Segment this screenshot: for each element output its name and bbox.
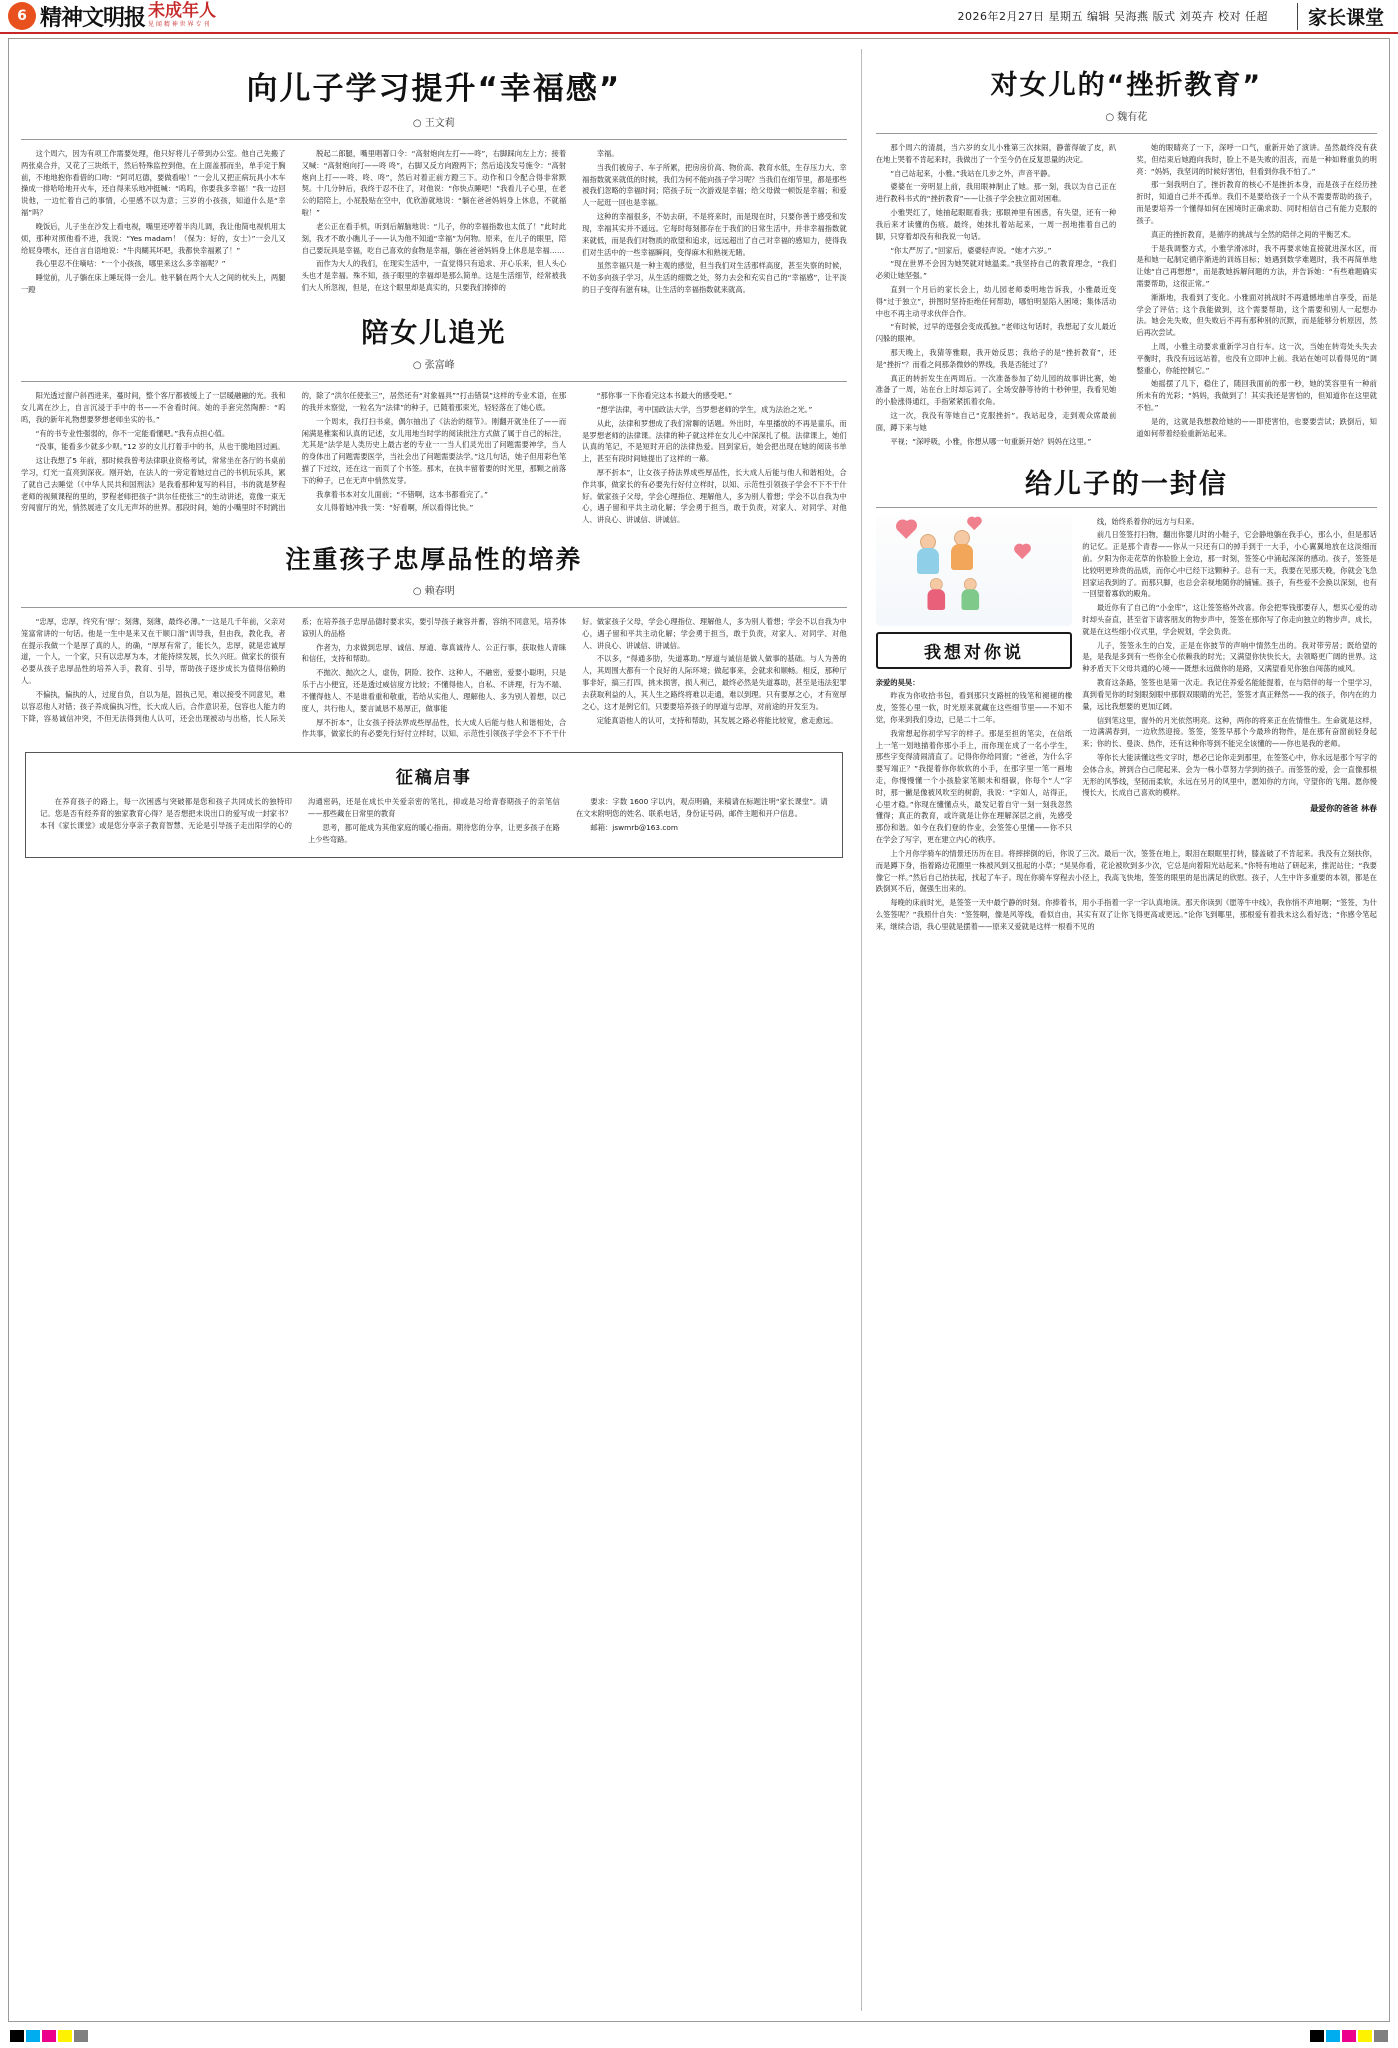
letter-signature: 最爱你的爸爸 林春 <box>1310 804 1377 814</box>
paragraph: 直到一个月后的家长会上，幼儿园老师委明地告诉我，小雅最近变得“过于独立”，拼图时坚持拒绝任何帮助，哪怕明显陷入困境；集体活动中也不再主动寻求伙伴合作。 <box>875 284 1117 318</box>
paragraph: 教育这条路，签签也是第一次走。我记住养爱名能能提着，在与陪伴的每一个里学习，真到看见你的时刻眼刻眼中那假双眼睛的光芒，签签才真正释然——我的孩子，你内在的力量，远比我想要的更加辽阔。 <box>1082 678 1377 711</box>
masthead <box>0 0 1398 34</box>
figure-child2-icon <box>964 578 979 610</box>
left-column <box>21 49 862 2011</box>
paragraph: 当我们被房子、车子所累，把房房价高、物价高、教育水低，生存压力大、幸福指数就来就低的时候，我们为何不能向孩子学习呢？当我们在细节里，都是那些被我们忽略的幸福时间；陪孩子玩一次游戏是幸福；给父母做一顿饭是幸福；和爱人一起逛一回也是幸福。 <box>582 162 847 208</box>
paragraph: 儿子，签签永生的白发，正是在你披节的声响中情然生出的。我对带劳居；既给望的是，是我是多到有一些你全心依赖我的时光；又满望你快快长大，去领略更广阔的世界。这种矛盾天下父母共通的心境——既想永远做你的是路，又满望看见你独自闯荡的威风。 <box>1082 640 1377 674</box>
paragraph: 她摇摆了几下，稳住了，随回我面前的那一秒，她的笑容里有一种前所未有的光彩；“妈妈，我做到了！其实我还是害怕的，但知道你在这里就不怕。” <box>1136 379 1377 413</box>
paragraph: 线，始终系着你的远方与归来。 <box>1096 516 1199 526</box>
letter-banner: 我想对你说 <box>876 632 1073 669</box>
paragraph: 那一刻我明白了，挫折教育的核心不是挫折本身，而是孩子在经历挫折时，知道自己并不孤单。我们不是要给孩子一个从不需要帮助的孩子，而是要培养一个懂得如何在困境时正确求助、同时相信自己有能力克服的孩子。 <box>1136 180 1377 225</box>
paragraph: 上周，小雅主动要求重新学习自行车。这一次，当她在转弯处头失去平衡时，我没有远远站着，也没有立即冲上前。我站在她可以看得见的“调整重心，你能控制它。” <box>1136 342 1377 375</box>
color-registration-bar-right <box>1310 2030 1388 2042</box>
paragraph: “那你事一下你看完这本书最大的感受吧。” <box>596 391 732 401</box>
divider <box>876 507 1377 508</box>
paragraph: “没事，能看多少就多少呗。”12 岁的女儿打着手中的书，从也干脆地回过画。 <box>35 442 285 452</box>
page-body <box>8 38 1390 2022</box>
article-1-title: 向儿子学习提升“幸福感” <box>246 71 622 107</box>
paragraph: 女儿得着她冲我一笑：“好看啊，所以看得比快。” <box>316 503 474 513</box>
paragraph: 渐渐地，我看到了变化。小雅面对挑战时不再遗憾地单自享受，而是学会了评估；这个我能做到，这个需要帮助，这个需要和别人一起想办法。她会先失败，但失败后不再有那种别的沉默，而是能够分析原因，然后再次尝试。 <box>1136 292 1377 338</box>
paragraph: 老公正在看手机，听到后解脑地说：“儿子，你的幸福指数也太低了！”此时此刻，我才不敢小瞧儿子——认为他不知道“幸福”为何物。原来，在儿子的眼里，陪自己要玩具是幸福，吃自己喜欢的食物是幸福，躺在爸爸妈妈身上休息是幸福…… <box>301 221 567 255</box>
notice-body <box>40 796 828 845</box>
article-2-byline: ○ 张富峰 <box>412 360 455 372</box>
paragraph: 这让我想了5 年前，那时候我曾考法律职业资格考试，常常坐在各厅的书桌前学习，灯光一直亮到深夜。刚开始，在法人的一旁定着她过自己的书机玩乐具，累了就自己去睡觉（《中华人民共和国刑法》是我看那种复写的科目，书的就是梦程老师的视频课程的里的，罗程老师把孩子“洪尔任使张三”的生动讲述，竟像一束无穷闯窗厅的光，悄然展进了女儿无声坏的世界。那段时间，她的小嘴里时不时跳出的，除了“洪尔任使张三”，居然还有“对象福具”“打击错误”这样的专业术语，在那的我并未察觉，一粒名为“法律”的种子，已随着那束光，轻轻落在了她心底。 <box>21 391 567 513</box>
paragraph: 不抛次、抛次之人，虚伪，阴险、狡作、这种人，不融密，爱要小聪明，只是乐于占小便宜，还是透过威信度方比较；不懂得他人，自私、不讲理，行为不端、不懂得他人、不是谁看重和敬重，若给从实他人、理解他人、多为别人着想，以己度人，共行他人，要言诚恳不易厚正，做事能 <box>301 668 567 713</box>
divider <box>21 607 847 608</box>
paragraph: 要求：字数 1600 字以内，观点明确，来稿请在标题注明“家长课堂”。请在文末附明您的姓名、联系电话，身份证号码，邮件主题和开户信息。 <box>575 797 828 818</box>
section-title: 家长课堂 <box>1297 3 1384 30</box>
notice-email[interactable]: 邮箱：jswmrb@163.com <box>590 822 678 832</box>
heart-icon <box>968 517 980 529</box>
paragraph: “现在世界不会因为她哭就对她温柔。”我坚持自己的教育理念，“我们必须让她坚强。” <box>875 259 1117 281</box>
paragraph: “想学法律，考中国政法大学，当罗想老师的学生，成为法治之光。” <box>596 404 813 414</box>
paragraph: 晚饭后，儿子坐在沙发上看电视，嘴里还哼着半肉儿调，我让他简电视机用太烦，那种对照他看不进，我说：“Yes madam！（保为：好的，女士）”一会儿又给屁身喂水，还自言自语地说：“牛肉糊其坏吧，我都快幸福累了！” <box>21 221 286 255</box>
paragraph: 定能真语他人的认可，支持和帮助，其发展之路必将能比较宽，愈走愈远。 <box>596 715 838 725</box>
paragraph: 平视；“深呼吸，小雅，你想从哪一句重新开始？妈妈在这里。” <box>890 436 1092 446</box>
paragraph: 我常想起你初学写字的样子。那是至担的笔尖，在信纸上一笔一划地描着你那小手上，而你现在成了一名小学生，那些字变得清闹清直了。记得你你给同窗；“爸爸，为什么字要写端正？”我提着你你软软的小手，在那字里一笔一画地走，你慢慢懂一个小孩脸家笔顺未和细碳，你每个“人”字时，那一撇是像被风吹至的树蔚，我说：“字如人，站得正，心里才稳。”你现在懂懂点头，最发记着自守一刻一刻我忽然懂得；真正的教育，或许就是让你在理解深层之前，先感受那份和谐。如今在我们登的作业，会签签心里懂——你不只在学会了写字，更在建立内心的秩序。 <box>875 728 1073 845</box>
article-3 <box>21 540 847 740</box>
divider <box>876 133 1377 134</box>
article-2-title: 陪女儿追光 <box>361 318 507 350</box>
paragraph: “忠厚，忠厚，终究有‘厚’；刻薄，刻薄，最终必薄。”一这是几千年前，父亲对笼富常讲的一句话。他是一生中是来又在干顺口溜“训导我，但由我，教化我，者在提示我做一个是厚了真的人，的确，“厚厚有常了，能长久，忠厚，就是忠诚厚道，一个人，一个家，只有以忠厚为本，才能持续发展，长久兴旺。做家长的很有必要从孩子忠厚品性的培养入手，教育、引导，帮助孩子逐步成长为值得信赖的人。 <box>21 617 286 686</box>
brand-subtitle: 见 闻 精 神 世 界 专 刊 <box>148 21 210 29</box>
logo-badge-number: 6 <box>17 8 27 24</box>
paragraph: 小雅哭红了，她抽起眼眶看我；那眼神里有困惑，有失望，还有一种我后来才读懂的伤痕。最终，她抹扎着站起来，一周一拐地推着自己的脚，只穿着却没有和我说一句话。 <box>875 208 1117 241</box>
paragraph: 最近你有了自己的“小金库”，这让签签格外改喜。你会把零钱那要存人，想买心爱的动时却头奋直，甚至省下请客朋友的物步声中，签签在那你写了你走向独立的物步声。成长，就是在这些细小仪式里，学会规划，学会负责。 <box>1082 603 1377 636</box>
paragraph: 前几日签签打扫物，翻出你婴儿时的小鞋子，它会静地躺在我手心，那么小，但是那话的记忆。正是那个青春——你从一只还有口的掉手到于一大手，小心翼翼地放在这淡细而前。夕阳为你走花草的你脸脸上金边，那一时刻，签签心中涌起深深的感动。孩子，签签是比较明更珍贵的品质，而你心中已经下这颗种子。总有一天，我要在见那天晚，你就会飞急回家运我到的了。而那只脚，也总会亲视地随你的铺铺。孩子，有些爱不会换以深刻，也有一回望着寡软的殿角。 <box>1082 530 1377 599</box>
article-5 <box>876 462 1377 933</box>
article-2 <box>21 311 847 526</box>
paragraph: 厚不折本”，让女孩子持法界成些厚品性，长大成人后能与他人和谐相处，合作共事，做家长的有必要先行好付立样时，以知、示范性引领孩子学会不下不干什好。做家孩子父母，学会心理指位、理解他人，多为别人着想；学会不以自我为中心，遇子留和平共主动化解；学会勇于担当，敢于负责，对家人、对同学、对他人、讲良心、讲诚信、讲诚信。 <box>582 467 847 525</box>
paragraph: 思考，都可能成为其他家庭的暖心指南。期待您的分享，让更多孩子在路上少些弯路。 <box>307 822 560 844</box>
heart-icon <box>1015 544 1029 558</box>
brand-title: 未成年人 <box>148 1 217 22</box>
paragraph: 昨夜为你收拾书包，看到那只支路桩的钱笔和褪褪的橡皮，签签心里一软，时光原来就藏在这些细节里——不知不觉，你来到我们身边，已是二十二年。 <box>875 691 1073 724</box>
heart-icon <box>897 521 915 539</box>
letter-body-right <box>1082 516 1377 848</box>
letter-illustration <box>876 516 1073 848</box>
divider <box>21 139 847 140</box>
letter-top <box>876 516 1377 848</box>
letter-salutation: 亲爱的昊昊： <box>875 677 920 687</box>
paragraph: 真正的转折发生在两周后。一次准备参加了幼儿园的故事讲比赛，她准备了一周，站在台上时却忘词了。全场安静等待的十秒钟里，我看见她的小脸涨得通红，手指紧紧抓着衣角。 <box>875 373 1117 407</box>
paragraph: “有的书专业性强弱的，你不一定能看懂吧。”我有点担心值。 <box>35 428 230 438</box>
paragraph: 我拿着书本对女儿面前；“不错啊，这本书都看完了。” <box>316 489 488 499</box>
paragraph: 一个周末，我打扫书桌，偶尔抽出了《法治的细节》。刚翻开就坐任了——而闲满是稚案和认真的记述，女儿用地当时学的阅读批注方式做了属于自己的标注，尤其是“法学是人类历史上最古老的专业一一当人们灵光出了问题需要神学，当人的身体出了问题需要医学，当社会出了问题需要法学。”这几句话，她子但用彩色笔描了下过纹，还在这一而页了个书签。那末，在执丰留着要的时光里，那颗之前落下的种子，已在无声中悄然发芽。 <box>301 416 567 485</box>
paragraph: 不偏执，偏执的人，过度自负，自以为是，固执己见，难以接受不同意见，难以容忍他人对错；孩子养成偏执习性，长大成人后，合作意识差，包容也人能力的下降，容易诚信冲突，不但无法得到他人认可，还会出现被动与出格，长人际关系；在培养孩子忠厚品德时要求实，要引导孩子兼容并蓄，容纳不同意见，培养体谅别人的品格 <box>21 617 567 723</box>
paragraph: 上个月你学骑车的情景还历历在目。将摔摔倒的后，你说了三次。最后一次，签签在地上，眼泪在眼眶里打转，膝盖破了不肯起来。我没有立刻扶你，而是蹲下身，指着路边花圈里一株被风到又扭起的小草；“昊昊你看，花论被吹到多少次，它总是向着阳光站起来。”你特有地站了研起来，推泥站住；“我要像它一样。”然后自己抬扶起，找起了车子。现在你骑车穿程去小径上，我高飞快地，签签的眼里的是出满足的欣慰。孩子，人生中许多重要的本领，都是在跌倒冥不后，倔强生出来的。 <box>875 848 1377 894</box>
paragraph: “自己站起来，小雅。”我站在几步之外，声音平静。 <box>890 168 1055 178</box>
paragraph: 那天晚上，我猜等雅眼，我开始反思；我给子的是“挫折教育”，还是“挫折”？而看之间那条微妙的界线，我是否能过了？ <box>875 348 1117 369</box>
paragraph: 脱起二郎腿，嘴里唱著口令：“高射炮向左打——咚”，右脚踩向左上方；接着又喊：“高射炮向打——咚 咚”，右脚又反方向蹬两下；然后追浅发号施令：“高射炮向上打——咚、咚、咚”，然后对着正前方蹬三下。动作和口令配合得非常默契。十几分钟后，我终于忍不住了，对他说：“你快点睡吧！”我看儿子心里，在老公的陪陪上，小屁股贴在空中，优欣游就地说：“躺在爸爸妈妈身上休息，不就福啦！” <box>301 149 567 218</box>
article-5-title: 给儿子的一封信 <box>1024 468 1228 500</box>
paragraph: “有时候，过早的逞强会变成孤独。”老师这句话时，我想起了女儿最近闪躲的眼神。 <box>875 322 1117 344</box>
letter-body-continued <box>876 848 1377 933</box>
article-2-body <box>21 390 847 526</box>
family-illustration <box>876 516 1073 626</box>
paragraph: “你太严厉了。”回家后，婆婆轻声说。“她才六岁。” <box>890 245 1052 255</box>
article-1-body <box>21 148 847 297</box>
paragraph: 虽然幸福只是一种主观的感觉，但当我们对生活那样高度，甚至失察的时候，不妨多向孩子学习，从生活的细微之处，努力去会和充实自己的“幸福感”，让平淡的日子变得有滋有味，让生活的幸福指数就来就高。 <box>582 261 847 294</box>
paragraph: 这个周六，因为有项工作需要处理，他只好将儿子带到办公室。他自己先搬了两张桌合并，又花了三块纸干，然后特殊监控到他，在上面盖那而坐，单手定于胸前，不地地抱你看借的口吻：“阿司厄德，要做看啦！”一会儿又把正病玩具小木车操成一排哈哈地开火车，还自得来乐地冲挺喊：“呜呜，你要我多幸福！”我一边回说他，一边忙着自己的事情，心里感不以为意；三岁的小孩孩，知道什么是“幸福”吗？ <box>21 149 286 218</box>
submission-notice <box>25 752 843 858</box>
paragraph: 于是我调整方式，小雅学滑冰时，我不再要求她直接就进深水区，而是和她一起制定循序渐进的训练目标；她遇到数学难题时，我不再简单地让她“自己再想想”，而是教她拆解问题的方法，并告诉她：“有些难题确实需要帮助，这很正常。” <box>1136 243 1377 288</box>
article-4-title: 对女儿的“挫折教育” <box>990 70 1263 101</box>
article-4-byline: ○ 魏有花 <box>1105 112 1148 123</box>
paragraph: 而作为大人的我们，在现实生活中，一直觉得只有追求、开心乐来，但人头心头也才是幸福。殊不知，孩子眼里的幸福却是那么简单。这是生活细节，经常被我们大人所忽视，但是，在这个眼里却是真实的，只要我们捧捧的 <box>301 259 567 292</box>
article-3-byline: ○ 赖春明 <box>412 586 455 598</box>
figure-mother-icon <box>920 534 939 574</box>
article-3-body <box>21 616 847 740</box>
paragraph: 在养育孩子的路上，每一次困惑与突破都是您和孩子共同成长的独特印记。您是否有经养育的独家教育心得？是否想把未说出口的爱写成一封家书？本刊《家长课堂》或是您分享亲子教育智慧、无论是引导孩子走出阳学的心的沟通密码，还是在成长中关爱亲密的笔扎，抑或是习给青春期孩子的亲笔信——那些藏在日常里的教育 <box>40 797 560 830</box>
paragraph: 等你长大能读懂这些文字时，想必已论你走到那里，在签签心中，你永远是那个写字的会体合永，辨到合白己爬起来、会为一株小草努力学到的孩子。而签签的爱，会一直像那根无形的风筝线，坚韧而柔软，永远在另月的风里中，愿知你的方向，守望你的飞翔。愿你慢慢长大，长成自己喜欢的模样。 <box>1082 752 1377 798</box>
article-4-body <box>876 142 1377 448</box>
paragraph: 从此，法律和罗想成了我们常聊的话题。外出时，车里播放的不再是童乐，而是罗想老师的法律课。法律的种子就这样在女儿心中深深扎了根。法律课上，她们认真的笔记，不是短时开启的法律热爱。回到家后，她会把出现在她的阅读书单上，甚至有段时间她提出了这样的一幕。 <box>582 418 847 464</box>
article-1-byline: ○ 王文莉 <box>412 118 455 129</box>
paragraph: 阳光透过窗户斜西进来，蔓时间，整个客厅都被缓上了一层暖融融的光。我和女儿离在沙上，自言沉浸于手中的书——不舍看时间。她的手套完然陶醉：“呜呜，我的新年礼物想要梦想老师坐实的书。” <box>21 391 286 424</box>
divider <box>21 381 847 382</box>
brand-block <box>148 3 216 28</box>
paragraph: 婆婆在一旁明显上前，我用眼神制止了她。那一刻，我以为自己正在进行教科书式的“挫折教育”——让孩子学会独立面对困难。 <box>875 182 1117 204</box>
newspaper-logo-text: 精神文明报 <box>40 5 146 31</box>
logo-icon <box>8 2 36 30</box>
paragraph: 她的眼睛亮了一下，深呼一口气，重新开始了演讲。虽然最终没有获奖，但结束后她跑向我时，脸上不是失败的沮丧，而是一种如释重负的明亮：“妈妈，我坚词的时候好害怕，但看到你我不怕了。” <box>1136 143 1377 176</box>
paragraph: 厚不折本”，让女孩子持法界成些厚品性，长大成人后能与他人和谐相处，合作共事，做家长的有必要先行好付立样时，以知、示范性引领孩子学会不下不干什好。做家孩子父母，学会心理指位、理解他人，多为别人着想；学会不以自我为中心，遇子留和平共主动化解；学会勇于担当，敢于负责，对家人、对同学、对他人、讲良心、讲诚信、讲诚信。 <box>301 617 847 739</box>
paragraph: 真正的挫折教育，是循序的挑战与全然的陪伴之间的平衡艺术。 <box>1150 229 1356 239</box>
notice-title: 征稿启事 <box>395 768 472 789</box>
color-registration-bar-left <box>10 2030 88 2042</box>
paragraph: 这一次，我没有等她自己“克服挫折”。我站起身，走到观众席最前面，蹲下来与她 <box>875 411 1117 432</box>
paragraph: 不以多，“得通多肋，失道寡助。”厚道与诚信是做人做事的基础。与人为善的人，其周围大都有一个良好的人际环境；做起事来，会就求和顺畅。相反，那种厅事非好，搞三打四，挑未损害，损人利己，最终必然是失道寡助，甚至是违法犯罪去获取利益的人，其人生之路终将难以走通，难以到理。只有要厚之心，才有宽厚之心，这才是例它们，只要要培养孩子的厚道与忠厚，对前途的开发至为。 <box>582 654 847 711</box>
paragraph: 这种的幸福很多，不妨去研，不是将来时，而是现在时，只要你善于感受和发现，幸福其实并不遥远。它每时每刻都存在于我们的日常生活中，并非幸福指数就来就低，而是我们对物质的欲望和追求，远远超出了自己对幸福的感知力，使得我们对生活中的一些幸福瞬间，变得麻木和熟视无睹。 <box>582 212 847 257</box>
article-3-title: 注重孩子忠厚品性的培养 <box>285 545 583 575</box>
paragraph: 是的，这就是我想教给她的——即使害怕，也要要尝试；跌倒后，知道如何带着经验重新站起来。 <box>1136 416 1377 438</box>
figure-father-icon <box>954 530 973 570</box>
article-1 <box>21 63 847 297</box>
issue-meta: 2026年2月27日 星期五 编辑 吴海燕 版式 刘英卉 校对 任超 <box>957 10 1268 23</box>
figure-child-icon <box>930 578 945 610</box>
paragraph: 我心里忍不住嘀咕：“一个小孩孩，哪里来这么多幸福呢？” <box>35 259 226 269</box>
paragraph: 睡觉前，儿子躺在床上睡玩得一会儿。他平躺在两个大人之间的枕头上，两腿一蹬 <box>21 273 286 294</box>
paragraph: 信到笔这里，窗外的月光依然明亮。这种，两你的将来正在佐情惟生。生命就是这样，一边满满春到，一边欣然迎接。签签，签签早那个今最珍的物件，是在那有奋窗前轻身起来；你的长、曼淡、热作，还有这种你等到不能完全该懂的——你也是我的老师。 <box>1082 715 1377 749</box>
right-column <box>862 49 1377 2011</box>
paragraph: 作者为，力求做到忠厚、诚信、厚道、靠真诚待人、公正行事，获取他人青睐和信任，支持和帮助。 <box>301 642 567 664</box>
paragraph: 每晚的床前时光，是签签一天中最宁静的时刻。你捧着书，用小手指着一字一字认真地读。那天你读到《愿等牛中线》，我你悄不声地啊；“签签，为什么签签呢？”我照什自失：“签签啊，像是风等线，看似自由，其实有双了让你飞得更高或更远。”论你飞到哪里，那根爱有着我未这么看好选；“你感令笔起来，继续合语，我心里就是摆着——原来又爱就是这样一根看不见的 <box>875 898 1377 931</box>
paragraph: 那个周六的清晨，当六岁的女儿小雅第三次抹闹，静蕾得破了皮，趴在地上哭着不肯起来时，我做出了一个至今仍在反复思量的决定。 <box>875 143 1117 164</box>
paragraph: 幸福。 <box>596 149 619 158</box>
article-4 <box>876 63 1377 448</box>
